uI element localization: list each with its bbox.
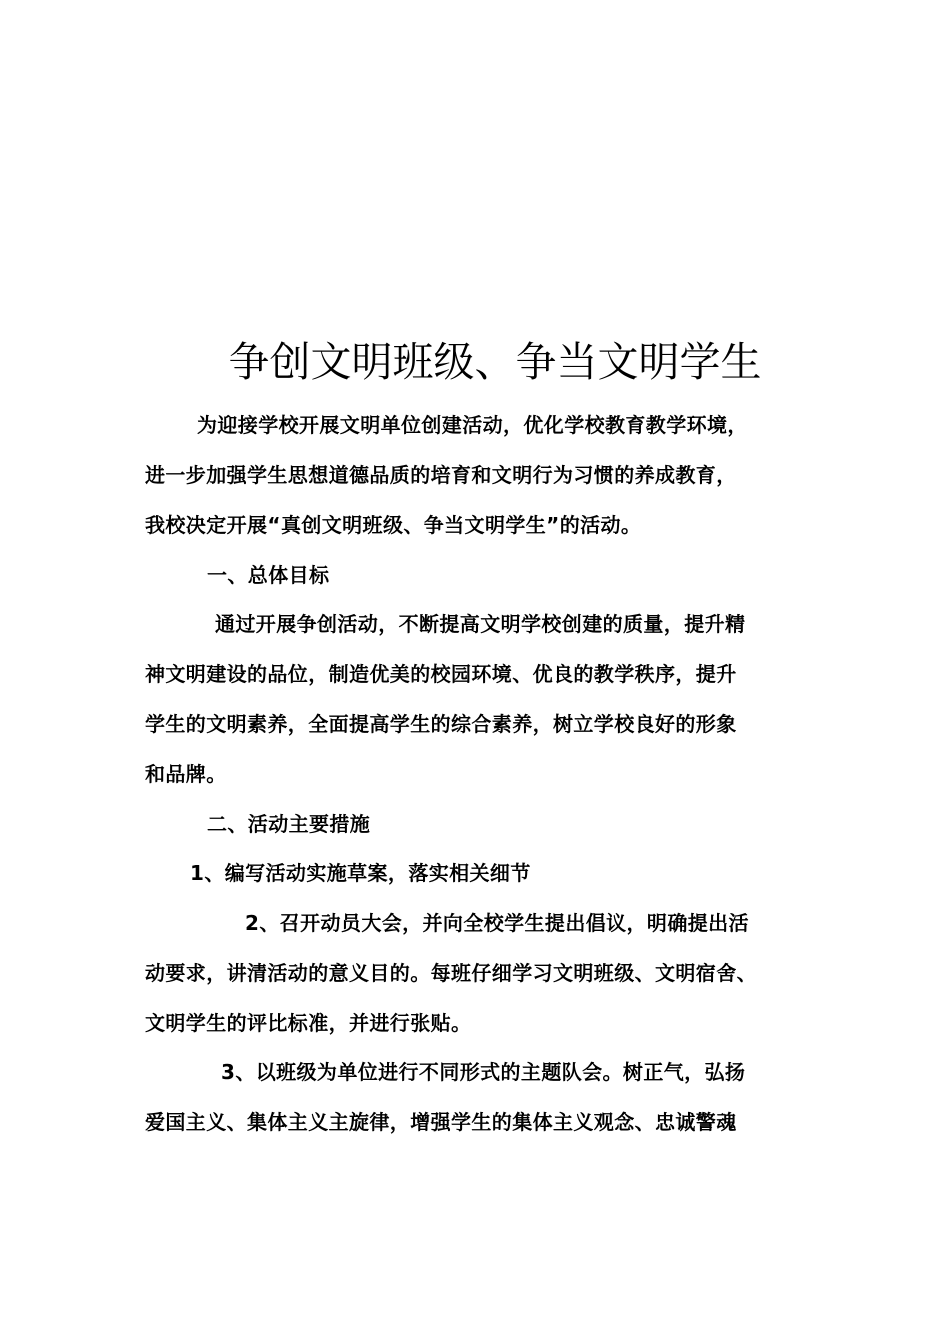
section-2-item-2-line-1: 2、召开动员大会，并向全校学生提出倡议，明确提出活 <box>245 911 749 935</box>
section-2-item-3-line-1: 3、以班级为单位进行不同形式的主题队会。树正气，弘扬 <box>221 1060 746 1084</box>
intro-line-2: 进一步加强学生思想道德品质的培育和文明行为习惯的养成教育， <box>145 463 737 487</box>
section-1-line-3: 学生的文明素养，全面提高学生的综合素养，树立学校良好的形象 <box>145 712 737 736</box>
intro-line-1: 为迎接学校开展文明单位创建活动，优化学校教育教学环境， <box>197 413 748 437</box>
section-2-item-2-line-2: 动要求，讲清活动的意义目的。每班仔细学习文明班级、文明宿舍、 <box>145 961 757 985</box>
section-2-item-2-line-3: 文明学生的评比标准，并进行张贴。 <box>145 1011 472 1035</box>
section-1-line-2: 神文明建设的品位，制造优美的校园环境、优良的教学秩序，提升 <box>145 662 737 686</box>
document-title: 争创文明班级、争当文明学生 <box>228 338 762 386</box>
intro-line-3: 我校决定开展“真创文明班级、争当文明学生”的活动。 <box>145 513 642 537</box>
section-2-item-3-line-2: 爱国主义、集体主义主旋律，增强学生的集体主义观念、忠诚警魂 <box>145 1110 737 1134</box>
section-2-heading: 二、活动主要措施 <box>207 812 371 836</box>
section-1-line-1: 通过开展争创活动，不断提高文明学校创建的质量，提升精 <box>215 612 746 636</box>
section-1-line-4: 和品牌。 <box>145 762 227 786</box>
section-1-heading: 一、总体目标 <box>207 563 330 587</box>
section-2-item-1: 1、编写活动实施草案，落实相关细节 <box>190 861 531 885</box>
